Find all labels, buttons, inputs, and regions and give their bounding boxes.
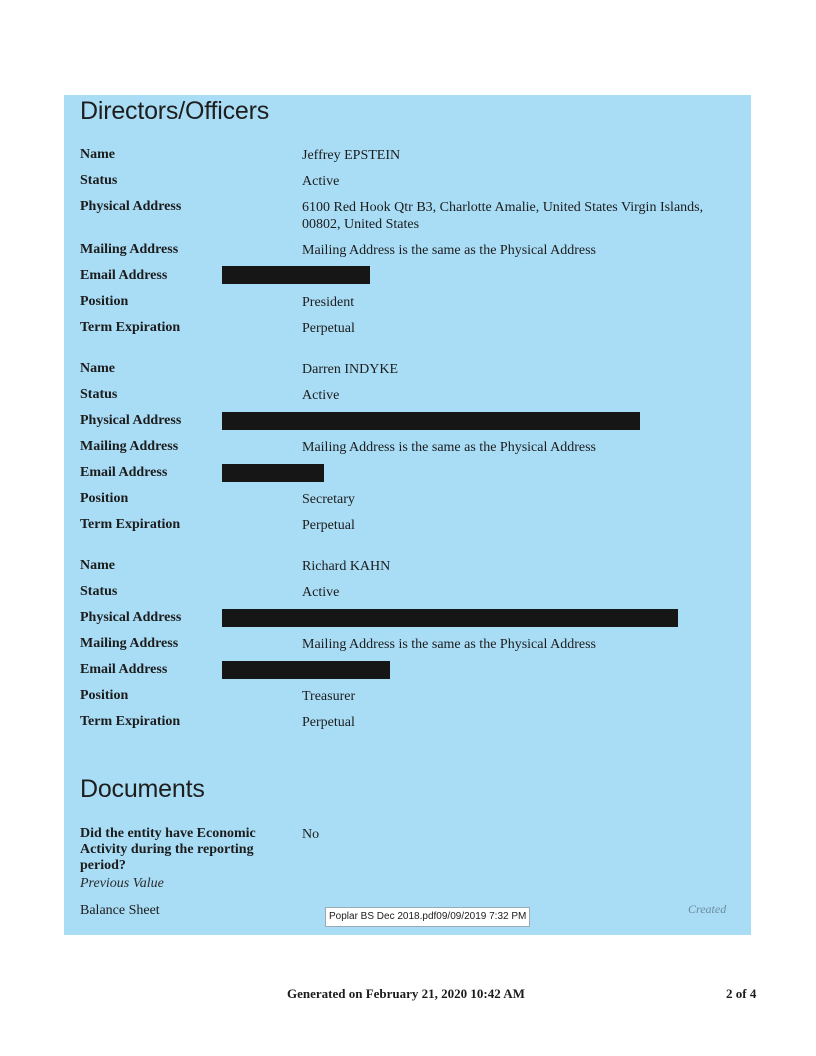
status-label: Status bbox=[80, 173, 118, 188]
officer-status: Active bbox=[302, 585, 340, 600]
mailing-address-label: Mailing Address bbox=[80, 636, 179, 651]
balance-sheet-file-link[interactable]: Poplar BS Dec 2018.pdf09/09/2019 7:32 PM bbox=[325, 907, 530, 927]
officer-name: Jeffrey EPSTEIN bbox=[302, 148, 401, 163]
mailing-address-label: Mailing Address bbox=[80, 439, 179, 454]
status-label: Status bbox=[80, 387, 118, 402]
term-expiration-label: Term Expiration bbox=[80, 517, 181, 532]
officer-term-expiration: Perpetual bbox=[302, 715, 355, 730]
officer-term-expiration: Perpetual bbox=[302, 518, 355, 533]
email-address-label: Email Address bbox=[80, 662, 168, 677]
economic-activity-answer: No bbox=[302, 827, 320, 842]
name-label: Name bbox=[80, 147, 115, 162]
position-label: Position bbox=[80, 688, 129, 703]
officer-name: Darren INDYKE bbox=[302, 362, 399, 377]
email-redaction bbox=[222, 464, 324, 482]
officer-status: Active bbox=[302, 174, 340, 189]
name-label: Name bbox=[80, 361, 115, 376]
physical-address-redaction bbox=[222, 412, 640, 430]
officer-term-expiration: Perpetual bbox=[302, 321, 355, 336]
created-label: Created bbox=[688, 902, 727, 916]
term-expiration-label: Term Expiration bbox=[80, 320, 181, 335]
officer-position: President bbox=[302, 295, 355, 310]
physical-address-label: Physical Address bbox=[80, 610, 182, 625]
officer-name: Richard KAHN bbox=[302, 559, 391, 574]
position-label: Position bbox=[80, 491, 129, 506]
page-number: 2 of 4 bbox=[726, 986, 757, 1001]
economic-activity-question: Did the entity have Economic Activity during the reporting period? bbox=[80, 826, 256, 873]
balance-sheet-label: Balance Sheet bbox=[80, 903, 160, 918]
officer-position: Secretary bbox=[302, 492, 355, 507]
email-address-label: Email Address bbox=[80, 268, 168, 283]
email-redaction bbox=[222, 661, 390, 679]
documents-heading: Documents bbox=[80, 775, 205, 803]
officer-mailing-address: Mailing Address is the same as the Physical Address bbox=[302, 243, 596, 258]
generated-timestamp: Generated on February 21, 2020 10:42 AM bbox=[287, 986, 525, 1001]
physical-address-label: Physical Address bbox=[80, 413, 182, 428]
officer-mailing-address: Mailing Address is the same as the Physical Address bbox=[302, 637, 596, 652]
previous-value-label: Previous Value bbox=[80, 876, 164, 891]
email-redaction bbox=[222, 266, 370, 284]
email-address-label: Email Address bbox=[80, 465, 168, 480]
position-label: Position bbox=[80, 294, 129, 309]
officer-status: Active bbox=[302, 388, 340, 403]
physical-address-redaction bbox=[222, 609, 678, 627]
officer-position: Treasurer bbox=[302, 689, 356, 704]
directors-officers-heading: Directors/Officers bbox=[80, 97, 270, 125]
officer-mailing-address: Mailing Address is the same as the Physical Address bbox=[302, 440, 596, 455]
mailing-address-label: Mailing Address bbox=[80, 242, 179, 257]
physical-address-label: Physical Address bbox=[80, 199, 182, 214]
name-label: Name bbox=[80, 558, 115, 573]
term-expiration-label: Term Expiration bbox=[80, 714, 181, 729]
officer-physical-address: 6100 Red Hook Qtr B3, Charlotte Amalie, United States Virgin Islands, 00802, United States bbox=[302, 200, 704, 232]
status-label: Status bbox=[80, 584, 118, 599]
